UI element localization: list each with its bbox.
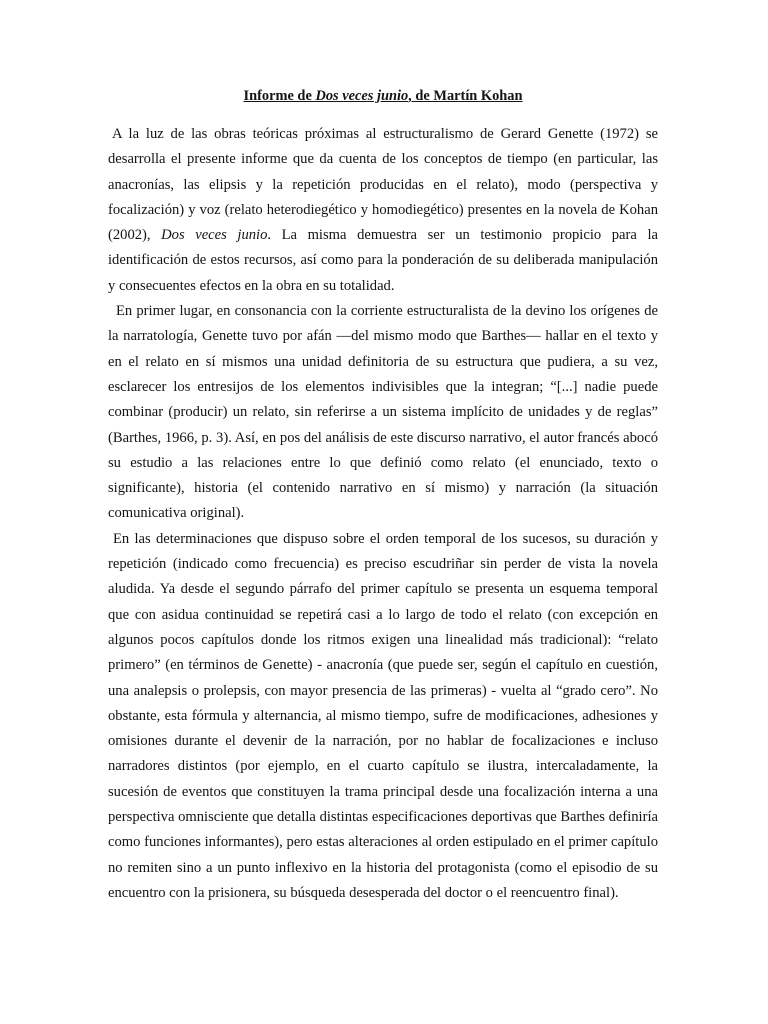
document-title [108,86,658,106]
paragraph-1-text-end: . La misma demuestra ser un testimonio propicio para la identificación de estos recursos, así como para la ponderación de su deliberada manipulación y consecuentes efectos en la obra en su totalidad. [108,227,658,294]
paragraph-3 [108,527,658,906]
paragraph-1 [108,122,658,299]
paragraph-2-text: En primer lugar, en consonancia con la corriente estructuralista de la devino los orígenes de la narratología, Genette tuvo por afán —del mismo modo que Barthes— hallar en el texto y en el relato en sí mismos una unidad definitoria de su estructura que pudiera, a su vez, esclarecer los entresijos de los elementos indivisibles que la integran; “[...] nadie puede combinar (producir) un relato, sin referirse a un sistema implícito de unidades y de reglas” (Barthes, 1966, p. 3). Así, en pos del análisis de este discurso narrativo, el autor francés abocó su estudio a las relaciones entre lo que definió como relato (el enunciado, texto o significante), historia (el contenido narrativo en sí mismo) y narración (la situación comunicativa original). [108,303,658,522]
paragraph-1-text: A la luz de las obras teóricas próximas al estructuralismo de Gerard Genette (1972) se desarrolla el presente informe que da cuenta de los conceptos de tiempo (en particular, las anacronías, las elipsis y la repetición producidas en el relato), modo (perspectiva y focalización) y voz (relato heterodiegético y homodiegético) presentes en la novela de Kohan (2002), [108,126,658,244]
title-work: Dos veces junio [315,88,409,104]
title-suffix: , de Martín Kohan [408,88,523,104]
paragraph-3-text: En las determinaciones que dispuso sobre el orden temporal de los sucesos, su duración y repetición (indicado como frecuencia) es preciso escudriñar sin perder de vista la novela aludida. Ya desde el segundo párrafo del primer capítulo se presenta un esquema temporal que con asidua continuidad se repetirá casi a lo largo de todo el relato (con excepción en algunos pocos capítulos donde los ritmos exigen una linealidad más tradicional): “relato primero” (en términos de Genette) - anacronía (que puede ser, según el capítulo en cuestión, una analepsis o prolepsis, con mayor presencia de las primeras) - vuelta al “grado cero”. No obstante, esta fórmula y alternancia, al mismo tiempo, sufre de modificaciones, adhesiones y omisiones durante el devenir de la narración, por no hablar de focalizaciones e incluso narradores distintos (por ejemplo, en el cuarto capítulo se ilustra, intercaladamente, la sucesión de eventos que constituyen la trama principal desde una focalización interna a una perspectiva omnisciente que detalla distintas especificaciones deportivas que Barthes definiría como funciones informantes), pero estas alteraciones al orden estipulado en el primer capítulo no remiten sino a un punto inflexivo en la historia del protagonista (como el episodio de su encuentro con la prisionera, su búsqueda desesperada del doctor o el reencuentro final). [108,530,658,901]
paragraph-2 [108,299,658,527]
document-page [108,86,658,906]
paragraph-1-italic: Dos veces junio [161,227,268,244]
title-prefix: Informe de [243,88,316,104]
